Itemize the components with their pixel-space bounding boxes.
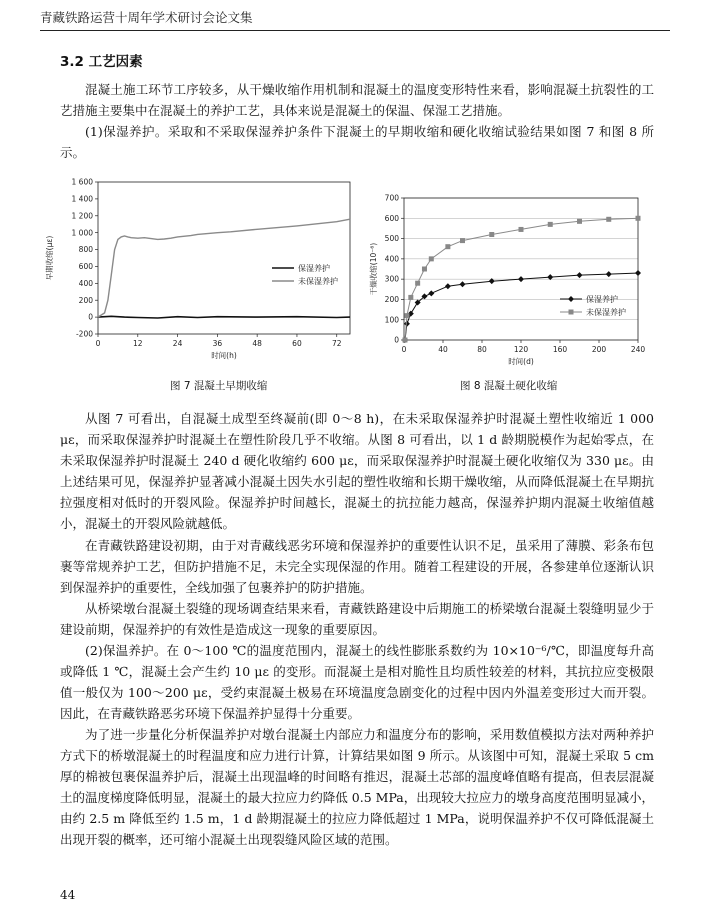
paragraph-3: 从图 7 可看出，自混凝土成型至终凝前(即 0～8 h)，在未采取保湿养护时混凝土塑性收缩近 1 000 με，而采取保湿养护时混凝土在塑性阶段几乎不收缩。从图 8 可看出，以 1 d 龄期脱模作为起始零点，在未采取保湿养护时混凝土 240 d 硬化收缩约 600 με，而采取保湿养护时混凝土硬化收缩仅为 330 με。由上述结果可见，保湿养护显著减小混凝土因失水引起的塑性收缩和长期干燥收缩，从而降低混凝土在早期抗拉强度相对低时的开裂风险。保湿养护时间越长，混凝土的抗拉能力越高，保湿养护期内混凝土收缩值越小，混凝土的开裂风险就越低。 [60, 411, 654, 531]
header-rule [40, 30, 670, 31]
chart7-ytick-label-7: 1 200 [71, 211, 93, 221]
chart7-ytick-label-5: 800 [78, 245, 93, 255]
chart7-legend-label-1: 未保湿养护 [298, 277, 338, 286]
chart8-series-1-point-11 [577, 219, 582, 224]
chart8-ytick-label-4: 400 [384, 254, 399, 264]
section-title: 3.2 工艺因素 [60, 54, 143, 70]
chart8-ytick-label-5: 500 [384, 234, 399, 244]
chart8-series-1-point-7 [460, 238, 465, 243]
chart8-series-0-point-5 [428, 290, 434, 296]
chart8-series-1-point-3 [415, 281, 420, 286]
chart8-legend-marker-0 [568, 296, 574, 302]
chart8-legend-marker-1 [569, 310, 574, 315]
chart7-ylabel: 早期收缩(με) [45, 235, 54, 281]
figure-7 [40, 168, 370, 370]
page-number: 44 [60, 888, 76, 902]
chart7-legend-label-0: 保湿养护 [298, 264, 330, 273]
chart8-series-1-point-8 [489, 232, 494, 237]
chart8-series-0-point-6 [445, 283, 451, 289]
chart7-xtick-label-4: 48 [252, 339, 262, 348]
chart7-xlabel: 时间(h) [211, 351, 237, 360]
chart8-series-1-point-12 [606, 217, 611, 222]
chart8-ytick-label-2: 200 [384, 295, 399, 305]
chart7-series-0-line [98, 316, 350, 318]
fig7-chart [40, 168, 370, 370]
figure-8 [370, 186, 660, 370]
chart8-series-0-point-11 [577, 272, 583, 278]
chart8-xtick-label-4: 160 [552, 345, 568, 354]
chart8-xtick-label-1: 40 [438, 345, 448, 354]
chart8-series-1-point-6 [445, 244, 450, 249]
chart7-xtick-label-6: 72 [331, 339, 342, 348]
chart8-series-1-point-4 [422, 267, 427, 272]
chart7-xtick-label-3: 36 [212, 339, 223, 348]
chart8-series-1-point-9 [519, 227, 524, 232]
chart8-legend-label-1: 未保湿养护 [586, 308, 626, 317]
chart7-ytick-label-6: 1 000 [71, 228, 93, 238]
fig7-caption: 图 7 混凝土早期收缩 [170, 380, 268, 392]
chart8-xtick-label-2: 80 [477, 345, 487, 354]
chart7-ytick-label-8: 1 400 [71, 194, 93, 204]
chart7-ytick-label-4: 600 [78, 262, 93, 272]
chart8-series-1-point-5 [429, 256, 434, 261]
chart8-series-1-point-13 [636, 216, 641, 221]
chart8-ylabel: 干燥收缩(10⁻⁶) [369, 242, 378, 296]
paragraph-7: 为了进一步量化分析保温养护对墩台混凝土内部应力和温度分布的影响，采用数值模拟方法对两种养护方式下的桥墩混凝土的时程温度和应力进行计算，计算结果如图 9 所示。从该图中可知，混凝土采取 5 cm 厚的棉被包裹保温养护后，混凝土出现温峰的时间略有推迟，混凝土芯部的温度峰值略有提高，但表层混凝土的温度梯度降低明显，混凝土的最大拉应力约降低 0.5 MPa，出现较大拉应力的墩身高度范围明显减小，由约 2.5 m 降低至约 1.5 m，1 d 龄期混凝土的拉应力降低超过 1 MPa，说明保温养护不仅可降低混凝土出现开裂的概率，还可缩小混凝土出现裂缝风险区域的范围。 [60, 727, 654, 847]
chart8-xlabel: 时间(d) [508, 357, 534, 366]
chart7-frame [98, 182, 350, 334]
chart8-series-1-point-2 [408, 295, 413, 300]
chart8-series-0-point-7 [460, 281, 466, 287]
chart8-series-0-line [405, 273, 638, 340]
chart8-series-0-point-13 [635, 270, 641, 276]
chart8-xtick-label-5: 200 [591, 345, 607, 354]
chart8-series-0-point-12 [606, 271, 612, 277]
chart7-xtick-label-2: 24 [172, 339, 183, 348]
chart8-xtick-label-6: 240 [630, 345, 646, 354]
chart8-series-1-point-10 [548, 222, 553, 227]
fig8-chart [370, 186, 660, 370]
chart7-ytick-label-2: 200 [78, 295, 93, 305]
fig8-caption: 图 8 混凝土硬化收缩 [460, 380, 558, 392]
chart7-ytick-label-9: 1 600 [71, 177, 93, 187]
chart7-ytick-label-0: -200 [75, 329, 93, 339]
chart7-xtick-label-0: 0 [95, 339, 101, 348]
chart8-legend-label-0: 保湿养护 [586, 295, 618, 304]
paragraph-6: (2)保温养护。在 0～100 ℃的温度范围内，混凝土的线性膨胀系数约为 10×10⁻⁶/℃，即温度每升高或降低 1 ℃，混凝土会产生约 10 με 的变形。而混凝土是相对脆性且均质性较差的材料，其抗拉应变极限值一般仅为 100～200 με，受约束混凝土极易在环境温度急剧变化的过程中因内外温差变形过大而开裂。因此，在青藏铁路恶劣环境下保温养护显得十分重要。 [60, 643, 654, 721]
paragraph-5: 从桥梁墩台混凝土裂缝的现场调查结果来看，青藏铁路建设中后期施工的桥梁墩台混凝土裂缝明显少于建设前期，保湿养护的有效性是造成这一现象的重要原因。 [60, 601, 654, 637]
paragraph-1: 混凝土施工环节工序较多，从干燥收缩作用机制和混凝土的温度变形特性来看，影响混凝土抗裂性的工艺措施主要集中在混凝土的养护工艺，具体来说是混凝土的保温、保湿工艺措施。 [60, 82, 654, 118]
paragraph-4: 在青藏铁路建设初期，由于对青藏线恶劣环境和保湿养护的重要性认识不足，虽采用了薄膜、彩条布包裹等常规养护工艺，但防护措施不足，未完全实现保湿的作用。随着工程建设的开展，各参建单位逐渐认识到保湿养护的重要性，全线加强了包裹养护的防护措施。 [60, 538, 654, 595]
chart8-series-1-point-0 [402, 338, 407, 343]
chart7-xtick-label-1: 12 [133, 339, 143, 348]
running-head: 青藏铁路运营十周年学术研讨会论文集 [40, 10, 253, 25]
chart8-ytick-label-3: 300 [384, 274, 399, 284]
chart7-ytick-label-3: 400 [78, 278, 93, 288]
chart8-series-1-point-1 [404, 313, 409, 318]
chart8-ytick-label-7: 700 [384, 193, 399, 203]
paragraph-2: (1)保湿养护。采取和不采取保湿养护条件下混凝土的早期收缩和硬化收缩试验结果如图 7 和图 8 所示。 [60, 124, 654, 160]
chart8-ytick-label-6: 600 [384, 213, 399, 223]
chart8-xtick-label-0: 0 [401, 345, 407, 354]
chart7-xtick-label-5: 60 [292, 339, 302, 348]
chart8-series-0-point-9 [518, 276, 524, 282]
chart8-ytick-label-0: 0 [394, 335, 399, 345]
chart7-ytick-label-1: 0 [88, 312, 93, 322]
chart8-xtick-label-3: 120 [513, 345, 529, 354]
chart8-ytick-label-1: 100 [384, 315, 399, 325]
